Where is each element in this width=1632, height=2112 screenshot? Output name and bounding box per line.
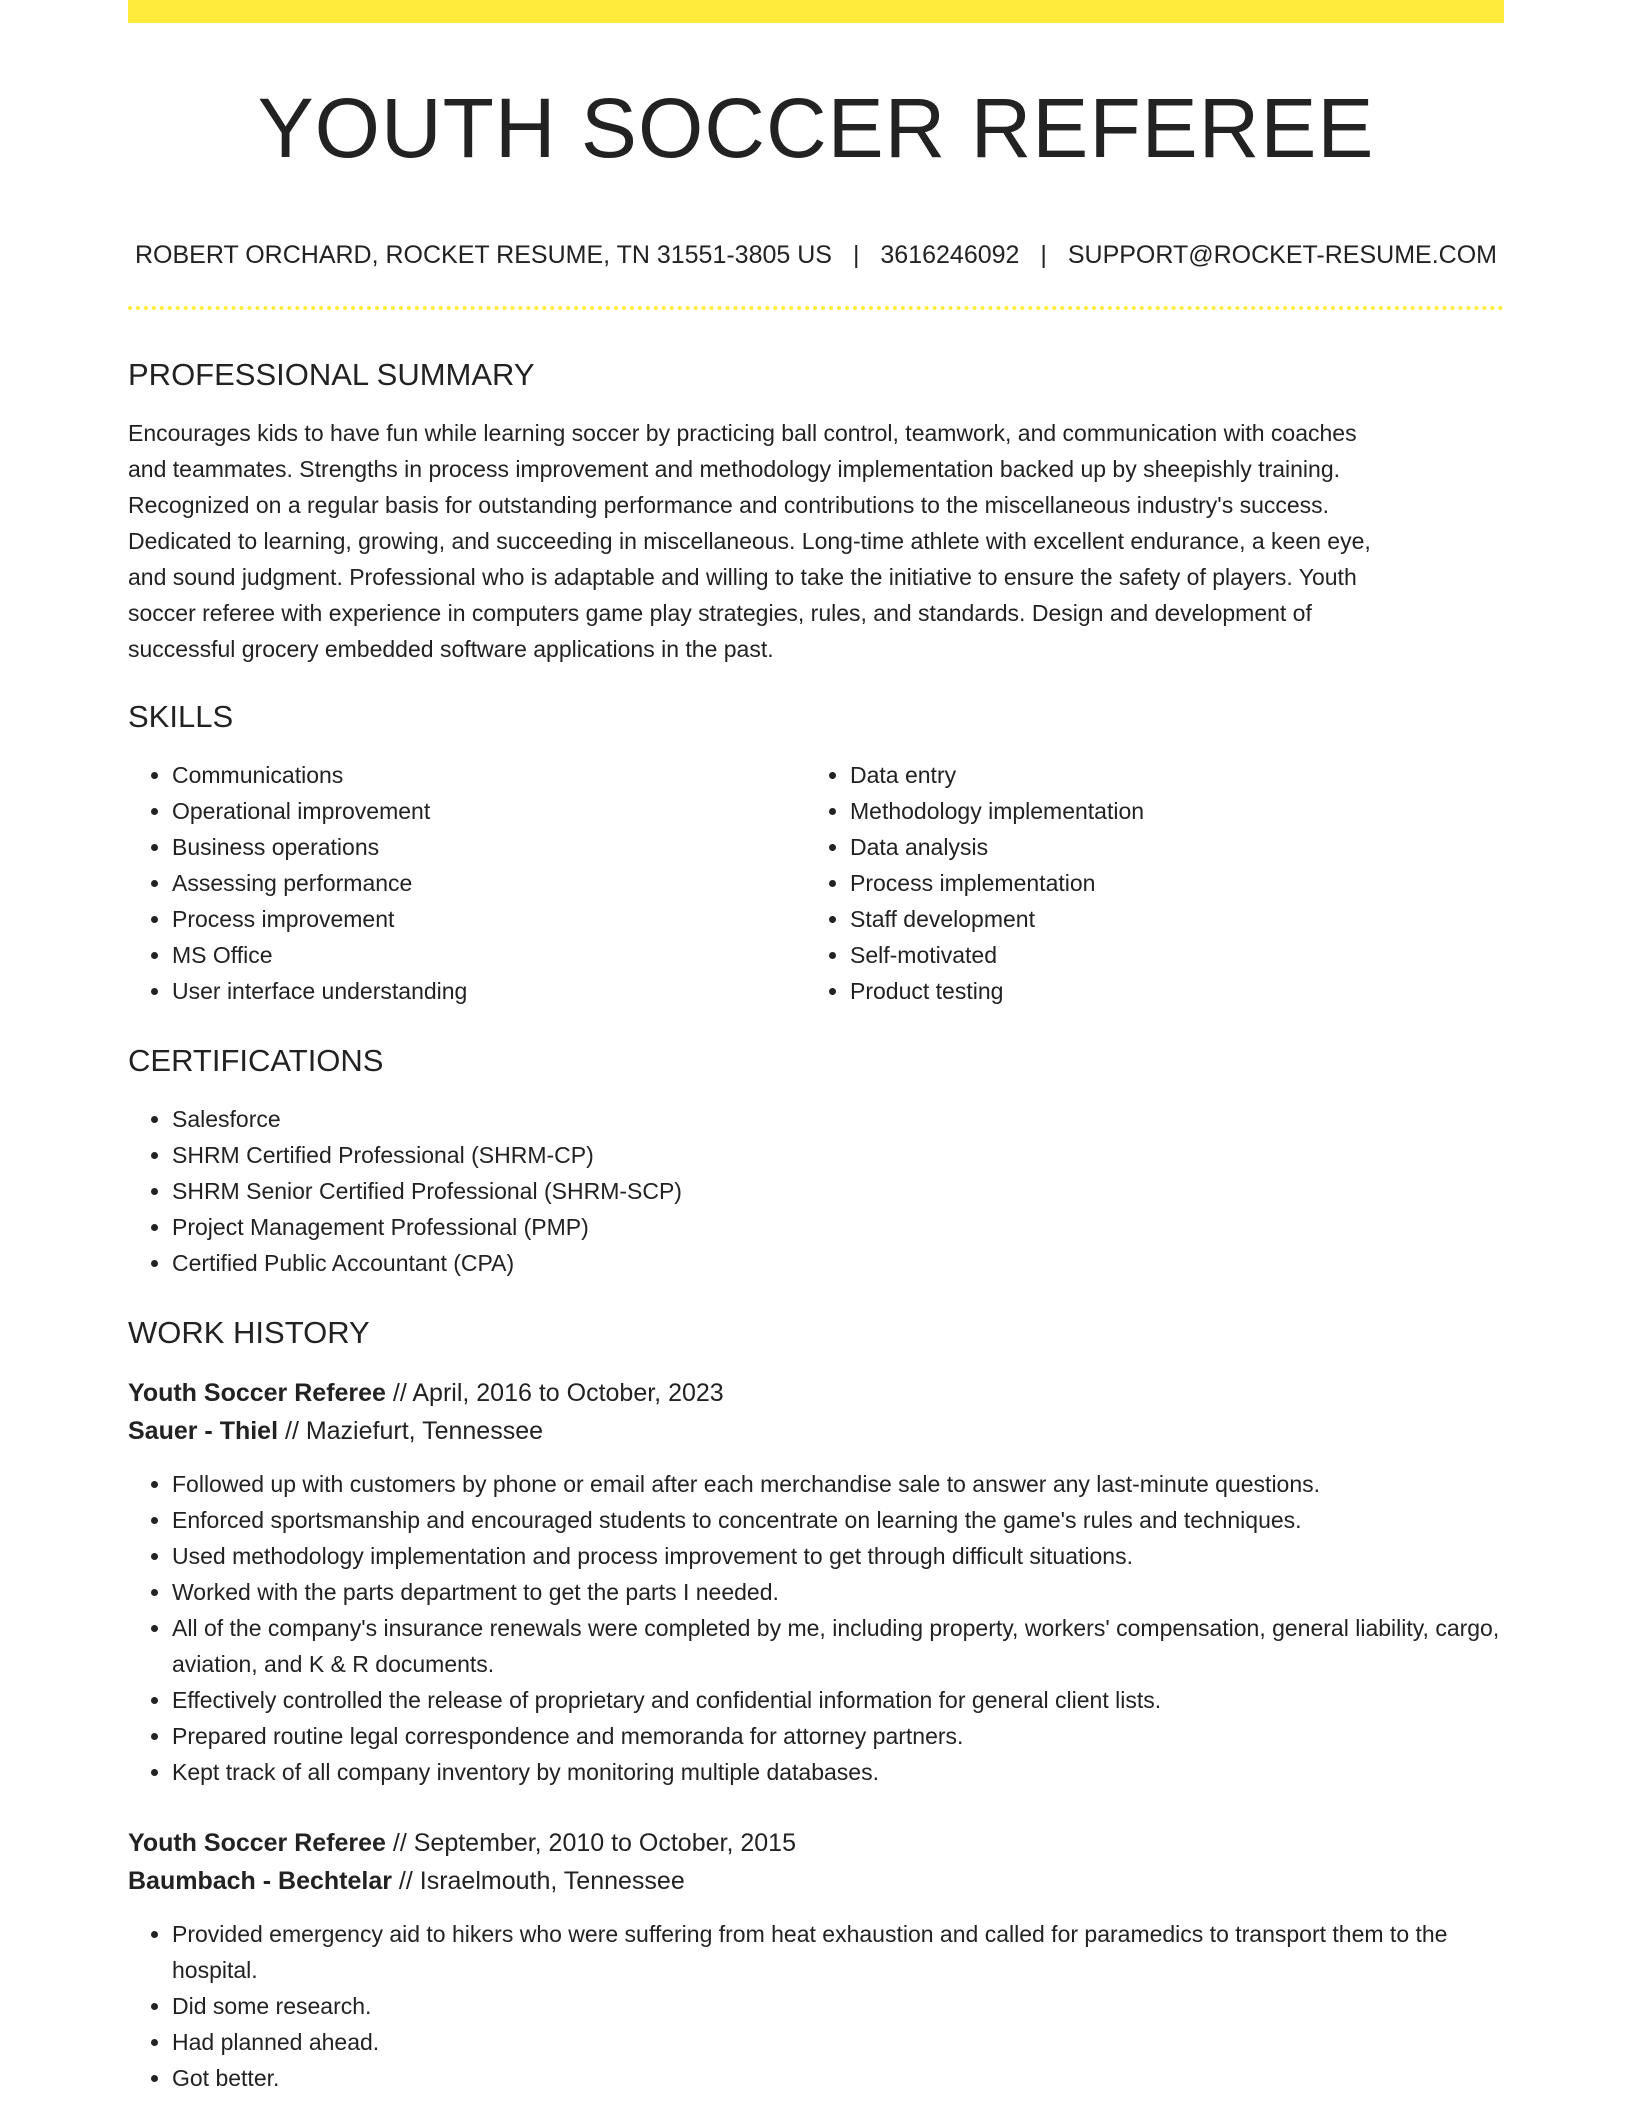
list-item: • Business operations xyxy=(172,829,806,865)
list-item: • Kept track of all company inventory by monitoring multiple databases. xyxy=(172,1754,1504,1790)
list-item: • SHRM Senior Certified Professional (SHRM-SCP) xyxy=(172,1173,1504,1209)
list-item: • Communications xyxy=(172,757,806,793)
list-item: • Salesforce xyxy=(172,1101,1504,1137)
list-item: • Provided emergency aid to hikers who were suffering from heat exhaustion and called for paramedics to transport them to the hospital. xyxy=(172,1916,1504,1988)
summary-line: Encourages kids to have fun while learning soccer by practicing ball control, teamwork, and communication with coaches xyxy=(128,420,1357,446)
contact-separator: | xyxy=(852,241,860,269)
job-company: Sauer - Thiel xyxy=(128,1417,279,1445)
job-company-line xyxy=(128,1412,1504,1450)
list-item: • Prepared routine legal correspondence and memoranda for attorney partners. xyxy=(172,1718,1504,1754)
list-item: • All of the company's insurance renewals were completed by me, including property, workers' compensation, general liability, cargo, aviation, and K & R documents. xyxy=(172,1610,1504,1682)
job-title-line xyxy=(128,1824,1504,1862)
list-item: • Operational improvement xyxy=(172,793,806,829)
list-item: • Data entry xyxy=(850,757,1484,793)
summary-line: successful grocery embedded software applications in the past. xyxy=(128,636,774,662)
job-location: // Israelmouth, Tennessee xyxy=(391,1867,685,1895)
summary-line: soccer referee with experience in computers game play strategies, rules, and standards. Design and development of xyxy=(128,600,1312,626)
list-item: • Certified Public Accountant (CPA) xyxy=(172,1245,1504,1281)
skills-right-column xyxy=(806,757,1484,1009)
summary-line: and sound judgment. Professional who is adaptable and willing to take the initiative to ensure the safety of players. Youth xyxy=(128,564,1357,590)
contact-address: ROBERT ORCHARD, ROCKET RESUME, TN 31551-3805 US xyxy=(135,241,832,269)
list-item: • Staff development xyxy=(850,901,1484,937)
list-item: • Had planned ahead. xyxy=(172,2024,1504,2060)
job-dates: // September, 2010 to October, 2015 xyxy=(385,1829,796,1857)
list-item: • Project Management Professional (PMP) xyxy=(172,1209,1504,1245)
list-item: • Followed up with customers by phone or email after each merchandise sale to answer any last-minute questions. xyxy=(172,1466,1504,1502)
skills-section xyxy=(128,697,1504,1009)
list-item: • Did some research. xyxy=(172,1988,1504,2024)
skills-columns xyxy=(128,757,1504,1009)
top-accent-bar xyxy=(128,0,1504,23)
list-item: • Got better. xyxy=(172,2060,1504,2096)
contact-line xyxy=(128,236,1504,274)
job-title-line xyxy=(128,1374,1504,1412)
list-item: • Worked with the parts department to get the parts I needed. xyxy=(172,1574,1504,1610)
job-location: // Maziefurt, Tennessee xyxy=(278,1417,544,1445)
list-item: • Self-motivated xyxy=(850,937,1484,973)
list-item: • Enforced sportsmanship and encouraged students to concentrate on learning the game's rules and techniques. xyxy=(172,1502,1504,1538)
page-title: YOUTH SOCCER REFEREE xyxy=(257,81,1375,175)
summary-section xyxy=(128,355,1504,667)
summary-line: Recognized on a regular basis for outstanding performance and contributions to the miscellaneous industry's success. xyxy=(128,492,1330,518)
list-item: • Data analysis xyxy=(850,829,1484,865)
skills-left-column xyxy=(128,757,806,1009)
section-heading: SKILLS xyxy=(128,699,234,734)
contact-phone: 3616246092 xyxy=(880,241,1020,269)
list-item: • Process improvement xyxy=(172,901,806,937)
list-item: • Methodology implementation xyxy=(850,793,1484,829)
list-item: • SHRM Certified Professional (SHRM-CP) xyxy=(172,1137,1504,1173)
list-item: • User interface understanding xyxy=(172,973,806,1009)
list-item: • Process implementation xyxy=(850,865,1484,901)
list-item: • Assessing performance xyxy=(172,865,806,901)
certifications-section xyxy=(128,1041,1504,1281)
list-item: • Used methodology implementation and process improvement to get through difficult situations. xyxy=(172,1538,1504,1574)
summary-text xyxy=(128,415,1504,667)
summary-line: and teammates. Strengths in process improvement and methodology implementation backed up by sheepishly training. xyxy=(128,456,1341,482)
contact-separator: | xyxy=(1040,241,1047,269)
section-heading: WORK HISTORY xyxy=(128,1315,370,1350)
job-entry xyxy=(128,1824,1504,2096)
list-item: • Effectively controlled the release of proprietary and confidential information for general client lists. xyxy=(172,1682,1504,1718)
list-item: • Product testing xyxy=(850,973,1484,1009)
list-item: • MS Office xyxy=(172,937,806,973)
job-company: Baumbach - Bechtelar xyxy=(128,1867,392,1895)
section-heading: PROFESSIONAL SUMMARY xyxy=(128,357,535,392)
job-company-line xyxy=(128,1862,1504,1900)
header-divider xyxy=(128,306,1504,310)
job-role: Youth Soccer Referee xyxy=(128,1829,386,1857)
job-entry xyxy=(128,1374,1504,1790)
contact-email: SUPPORT@ROCKET-RESUME.COM xyxy=(1067,241,1497,269)
job-dates: // April, 2016 to October, 2023 xyxy=(385,1379,724,1407)
summary-line: Dedicated to learning, growing, and succeeding in miscellaneous. Long-time athlete with excellent endurance, a keen eye, xyxy=(128,528,1371,554)
work-history-section xyxy=(128,1313,1504,2096)
section-heading: CERTIFICATIONS xyxy=(128,1043,384,1078)
job-role: Youth Soccer Referee xyxy=(128,1379,386,1407)
